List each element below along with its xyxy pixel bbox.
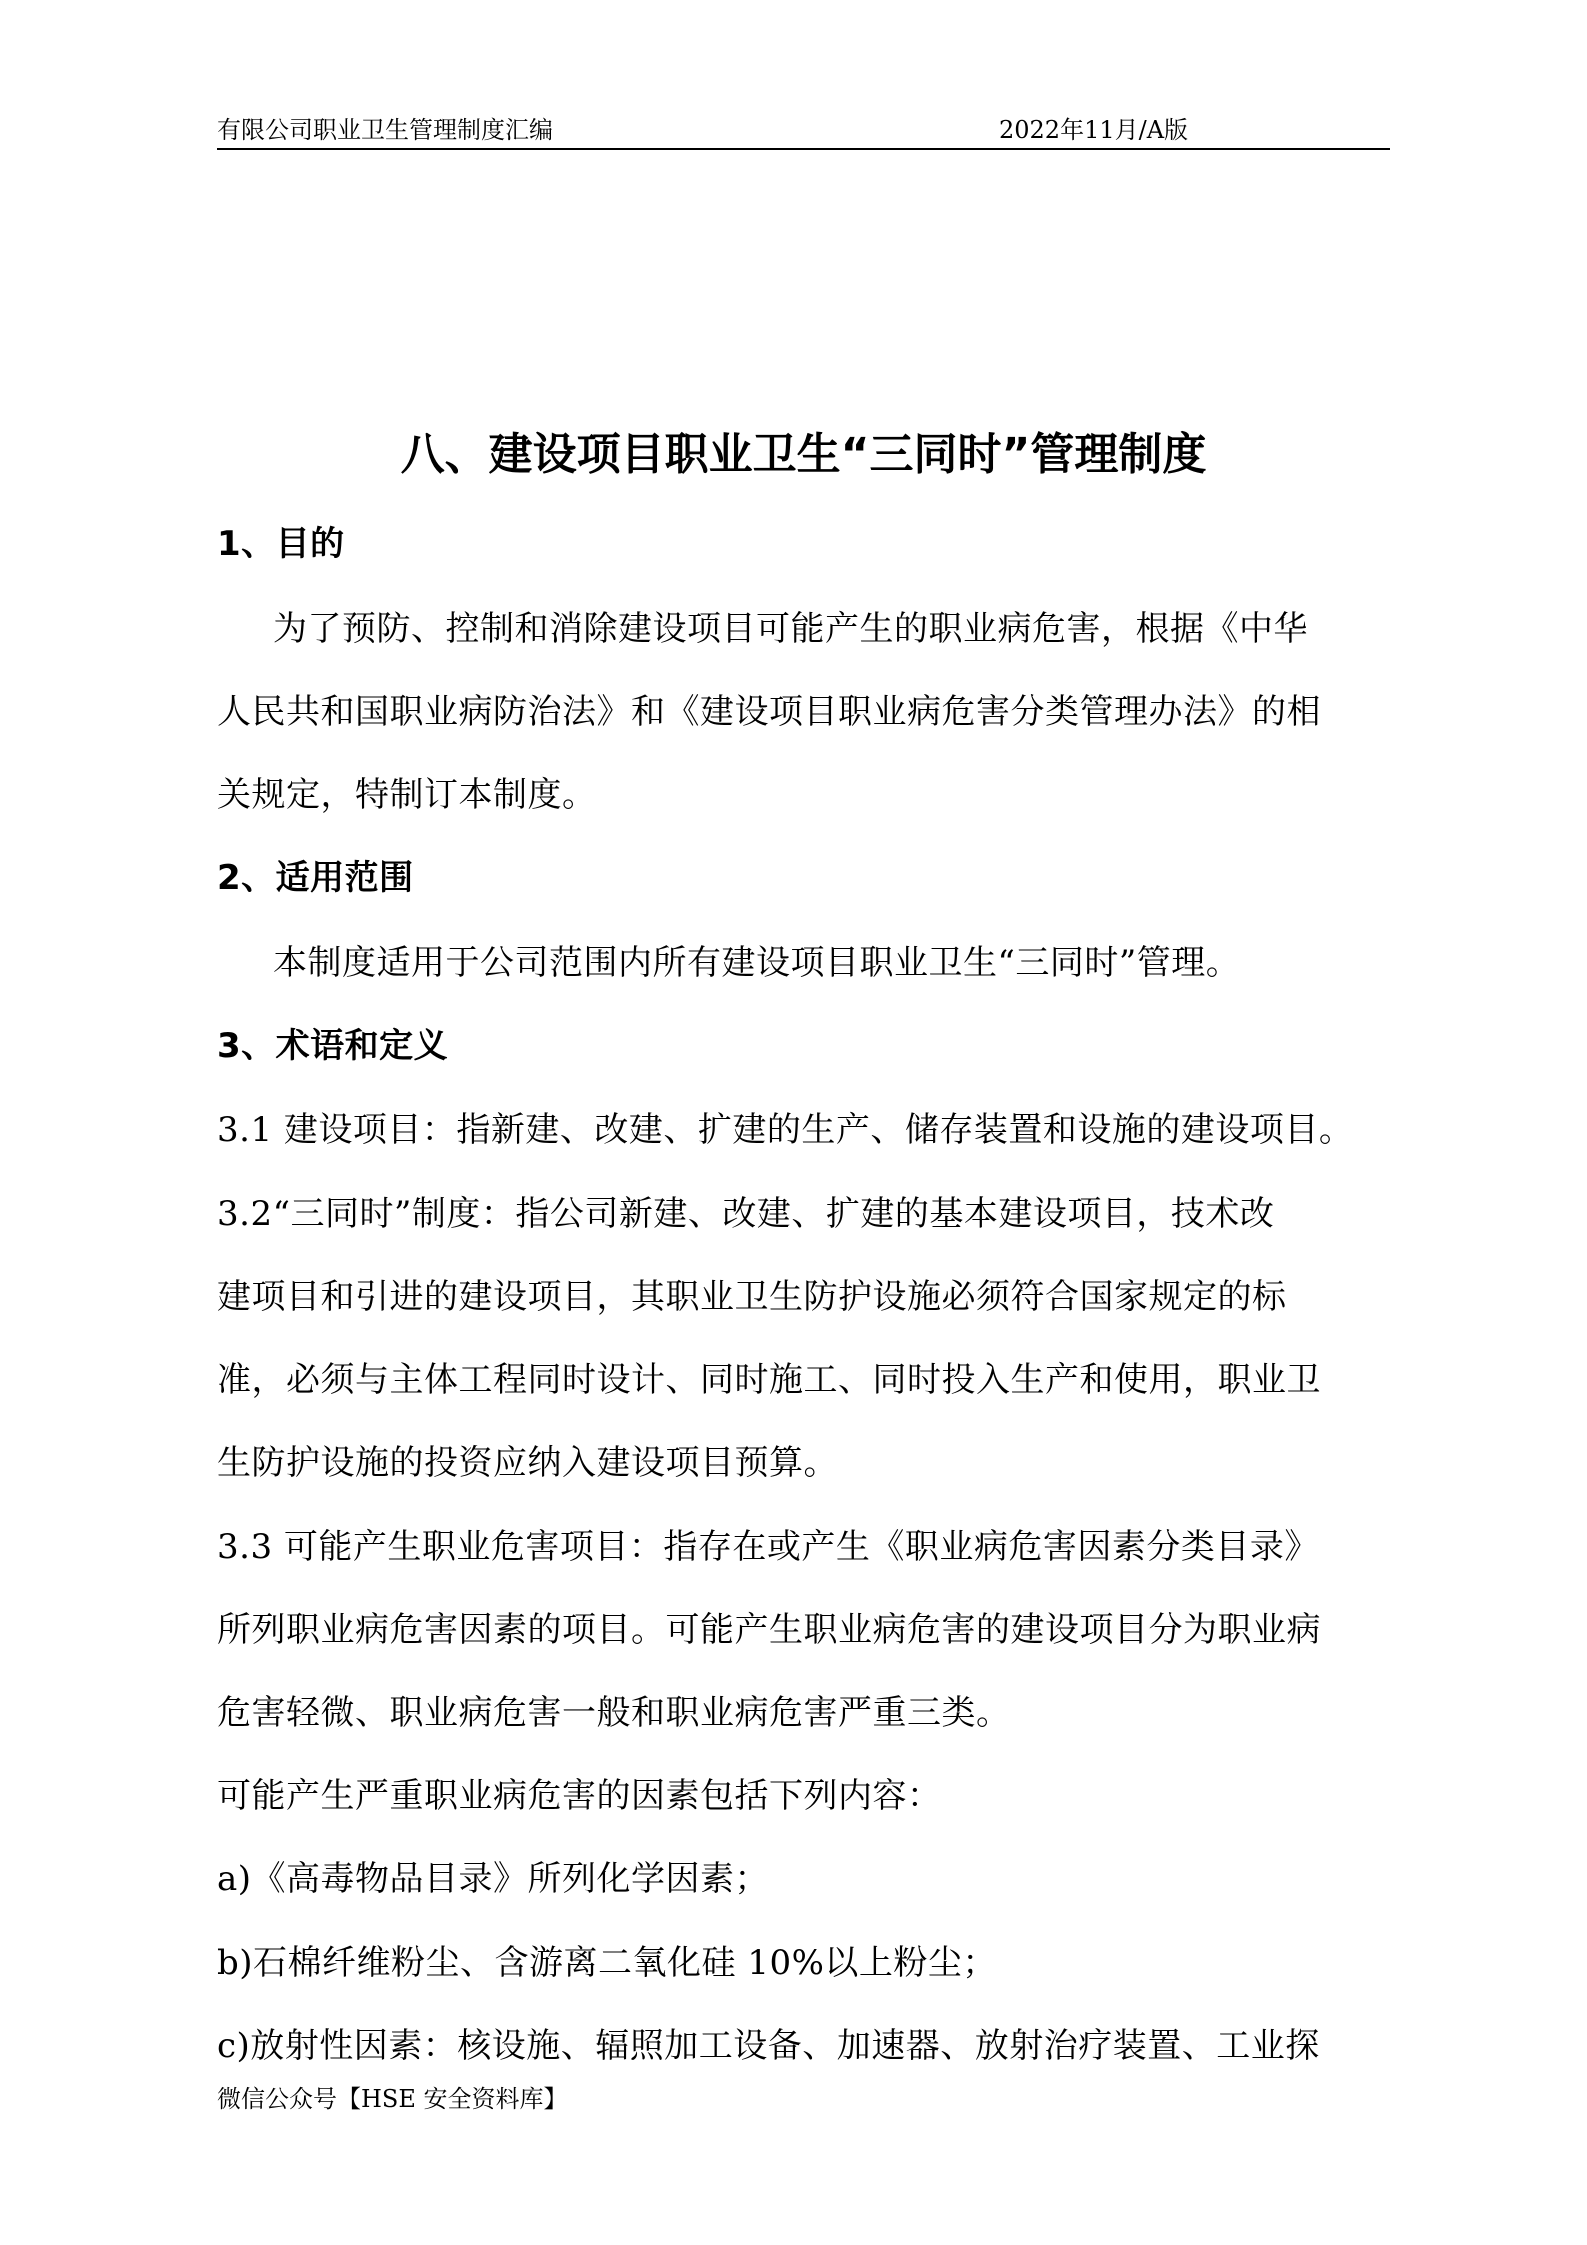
page-header: [217, 108, 1390, 150]
section-3-line-12: c)放射性因素：核设施、辐照加工设备、加速器、放射治疗装置、工业探: [217, 2026, 1320, 2066]
section-3-line-11: b)石棉纤维粉尘、含游离二氧化硅 10%以上粉尘；: [217, 1943, 997, 1983]
section-3-line-3: 建项目和引进的建设项目，其职业卫生防护设施必须符合国家规定的标: [217, 1277, 1287, 1317]
section-3-heading: 3、术语和定义: [217, 1026, 449, 1066]
section-1-heading: 1、目的: [217, 524, 345, 564]
section-3-line-10: a)《高毒物品目录》所列化学因素；: [217, 1859, 770, 1899]
document-title: 八、建设项目职业卫生“三同时”管理制度: [400, 429, 1207, 480]
header-company-title: 有限公司职业卫生管理制度汇编: [217, 116, 553, 144]
section-3-line-5: 生防护设施的投资应纳入建设项目预算。: [217, 1443, 838, 1483]
section-3-line-6: 3.3 可能产生职业危害项目：指存在或产生《职业病危害因素分类目录》: [217, 1527, 1319, 1567]
page-footer: 微信公众号【HSE 安全资料库】: [217, 2085, 568, 2113]
section-3-line-7: 所列职业病危害因素的项目。可能产生职业病危害的建设项目分为职业病: [217, 1610, 1321, 1650]
header-version-date: 2022年11月/A版: [999, 116, 1189, 144]
section-2-paragraph: 本制度适用于公司范围内所有建设项目职业卫生“三同时”管理。: [273, 943, 1241, 983]
section-3-line-4: 准，必须与主体工程同时设计、同时施工、同时投入生产和使用，职业卫: [217, 1360, 1321, 1400]
section-3-line-8: 危害轻微、职业病危害一般和职业病危害严重三类。: [217, 1693, 1011, 1733]
section-3-line-1: 3.1 建设项目：指新建、改建、扩建的生产、储存装置和设施的建设项目。: [217, 1110, 1354, 1150]
section-2-heading: 2、适用范围: [217, 858, 414, 898]
section-3-line-9: 可能产生严重职业病危害的因素包括下列内容：: [217, 1776, 942, 1816]
section-1-paragraph-line-2: 人民共和国职业病防治法》和《建设项目职业病危害分类管理办法》的相: [217, 692, 1321, 732]
section-1-paragraph-line-1: 为了预防、控制和消除建设项目可能产生的职业病危害，根据《中华: [273, 609, 1308, 649]
section-3-line-2: 3.2“三同时”制度：指公司新建、改建、扩建的基本建设项目，技术改: [217, 1194, 1275, 1234]
section-1-paragraph-line-3: 关规定，特制订本制度。: [217, 775, 597, 815]
